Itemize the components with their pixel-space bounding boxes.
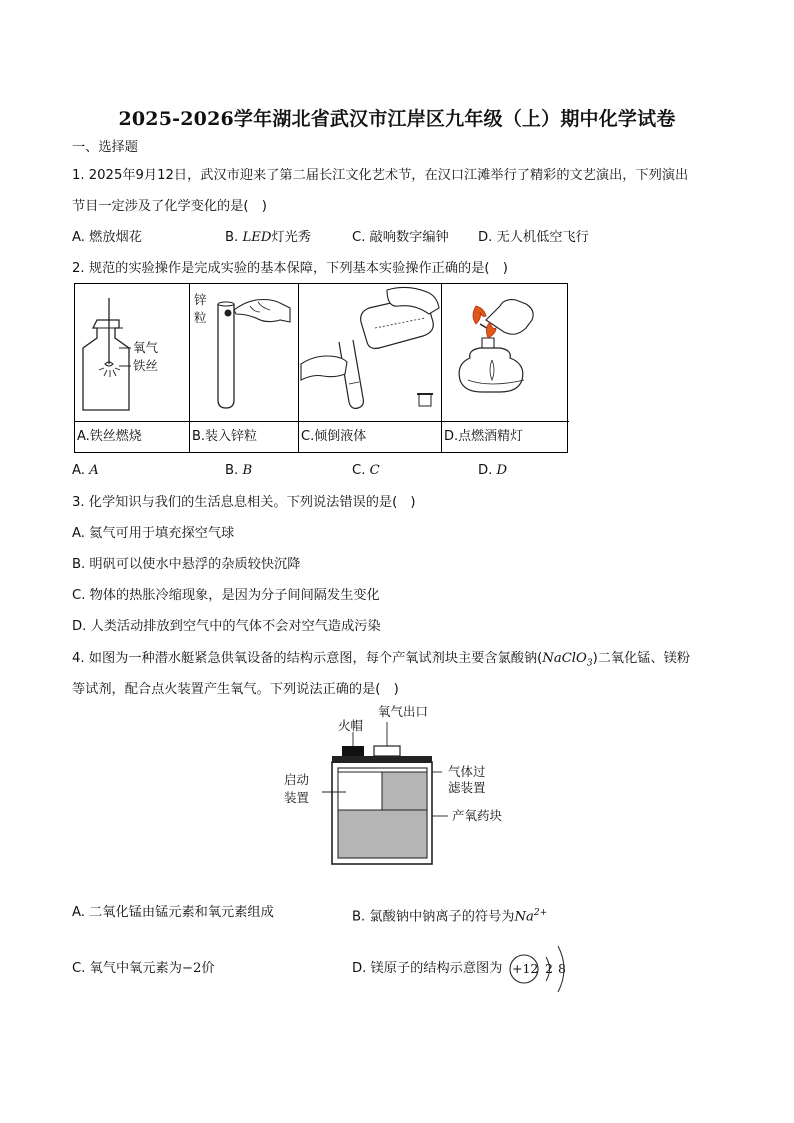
q3-option-c[interactable]: C. 物体的热胀冷缩现象，是因为分子间间隔发生变化 [72,588,380,603]
iron-wire-combustion-illustration [75,284,189,422]
q1-stem-line2: 节目一定涉及了化学变化的是( ) [72,199,267,214]
q2-a-label-oxygen: 氧气 [133,340,159,355]
q1-option-b-prefix: B. [225,230,243,245]
q4-option-d-prefix: D. 镁原子的结构示意图为 [352,961,503,976]
page-title: 2025-2026学年湖北省武汉市江岸区九年级（上）期中化学试卷 [118,108,676,130]
zinc-granule-test-tube-illustration [190,284,298,422]
q4-stem-line1 [72,650,690,673]
q4-option-c-suffix: 价 [201,961,215,976]
q2-option-d-prefix: D. [478,463,497,478]
q4-option-a[interactable]: A. 二氧化锰由锰元素和氧元素组成 [72,905,274,920]
q2-figure-table [74,283,568,453]
q3-option-a[interactable]: A. 氦气可用于填充探空气球 [72,526,235,541]
atom-shell1-label: 2 [545,961,553,976]
q4-option-c-math: −2 [181,961,202,976]
q2-option-b-prefix: B. [225,463,243,478]
q4-option-b-prefix: B. 氯酸钠中钠离子的符号为 [352,909,515,925]
q2-caption-c: C.倾倒液体 [299,421,441,452]
q2-caption-a: A.铁丝燃烧 [75,421,189,452]
magnesium-atom-structure-diagram [508,940,578,1000]
q4-option-c[interactable] [72,960,215,978]
q2-option-d[interactable] [478,462,507,480]
q4-stem-prefix: 4. 如图为一种潜水艇紧急供氧设备的结构示意图，每个产氧试剂块主要含氯酸钠( [72,651,543,666]
q2-option-c-prefix: C. [352,463,370,478]
atom-nucleus-label: +12 [512,961,539,976]
q3-option-b[interactable]: B. 明矾可以使水中悬浮的杂质较快沉降 [72,557,301,572]
q3-stem: 3. 化学知识与我们的生活息息相关。下列说法错误的是( ) [72,495,416,510]
q2-cell-b [190,284,299,452]
q4-option-b[interactable] [352,904,547,926]
q2-caption-d: D.点燃酒精灯 [442,421,569,452]
q2-option-a-math: A [89,463,99,478]
q1-option-b-suffix: 灯光秀 [271,230,311,245]
q3-option-d[interactable]: D. 人类活动排放到空气中的气体不会对空气造成污染 [72,619,381,634]
q1-option-c[interactable]: C. 敲响数字编钟 [352,230,449,245]
q2-b-label-zinc2: 粒 [194,310,207,325]
q2-option-b[interactable] [225,462,252,480]
q4-formula-sub: 3 [586,658,593,669]
section-heading: 一、选择题 [72,140,138,155]
q2-option-c[interactable] [352,462,380,480]
atom-shell2-label: 8 [558,961,566,976]
lighting-alcohol-lamp-illustration [442,284,569,422]
q4-formula: NaClO [542,651,587,666]
diagram-label-filter1: 气体过 [448,764,486,779]
q4-option-c-prefix: C. 氧气中氧元素为 [72,961,182,976]
q2-cell-c [299,284,442,452]
diagram-label-outlet: 氧气出口 [378,704,429,719]
q4-stem-line2: 等试剂，配合点火装置产生氧气。下列说法正确的是( ) [72,682,399,697]
q2-stem: 2. 规范的实验操作是完成实验的基本保障，下列基本实验操作正确的是( ) [72,261,508,276]
q2-b-label-zinc1: 锌 [194,292,207,307]
diagram-label-start1: 启动 [284,772,310,787]
diagram-label-block: 产氧药块 [452,808,503,823]
q2-option-a[interactable] [72,462,99,480]
q2-cell-d [442,284,569,452]
q1-option-a[interactable]: A. 燃放烟花 [72,230,142,245]
q4-option-b-sup: 2+ [533,908,548,918]
pouring-liquid-illustration [299,284,441,422]
oxygen-supply-device-diagram [280,700,520,870]
q4-option-b-math: Na [514,909,534,925]
diagram-label-cap: 火帽 [338,718,364,733]
q2-option-c-math: C [369,463,380,478]
diagram-label-start2: 装置 [284,790,310,805]
q1-option-b-math: LED [242,230,272,245]
q4-stem-suffix: )二氧化锰、镁粉 [592,651,691,666]
q2-cell-a [75,284,190,452]
diagram-label-filter2: 滤装置 [448,780,486,795]
q4-option-d[interactable] [352,960,502,978]
q2-a-label-iron: 铁丝 [133,358,159,373]
q1-stem-line1: 1. 2025年9月12日，武汉市迎来了第二届长江文化艺术节，在汉口江滩举行了精彩的文艺演出，下列演出 [72,168,689,183]
q2-option-d-math: D [496,463,508,478]
q2-option-b-math: B [242,463,253,478]
q2-caption-b: B.装入锌粒 [190,421,298,452]
q1-option-b[interactable] [225,229,311,247]
q2-option-a-prefix: A. [72,463,90,478]
q1-option-d[interactable]: D. 无人机低空飞行 [478,230,589,245]
